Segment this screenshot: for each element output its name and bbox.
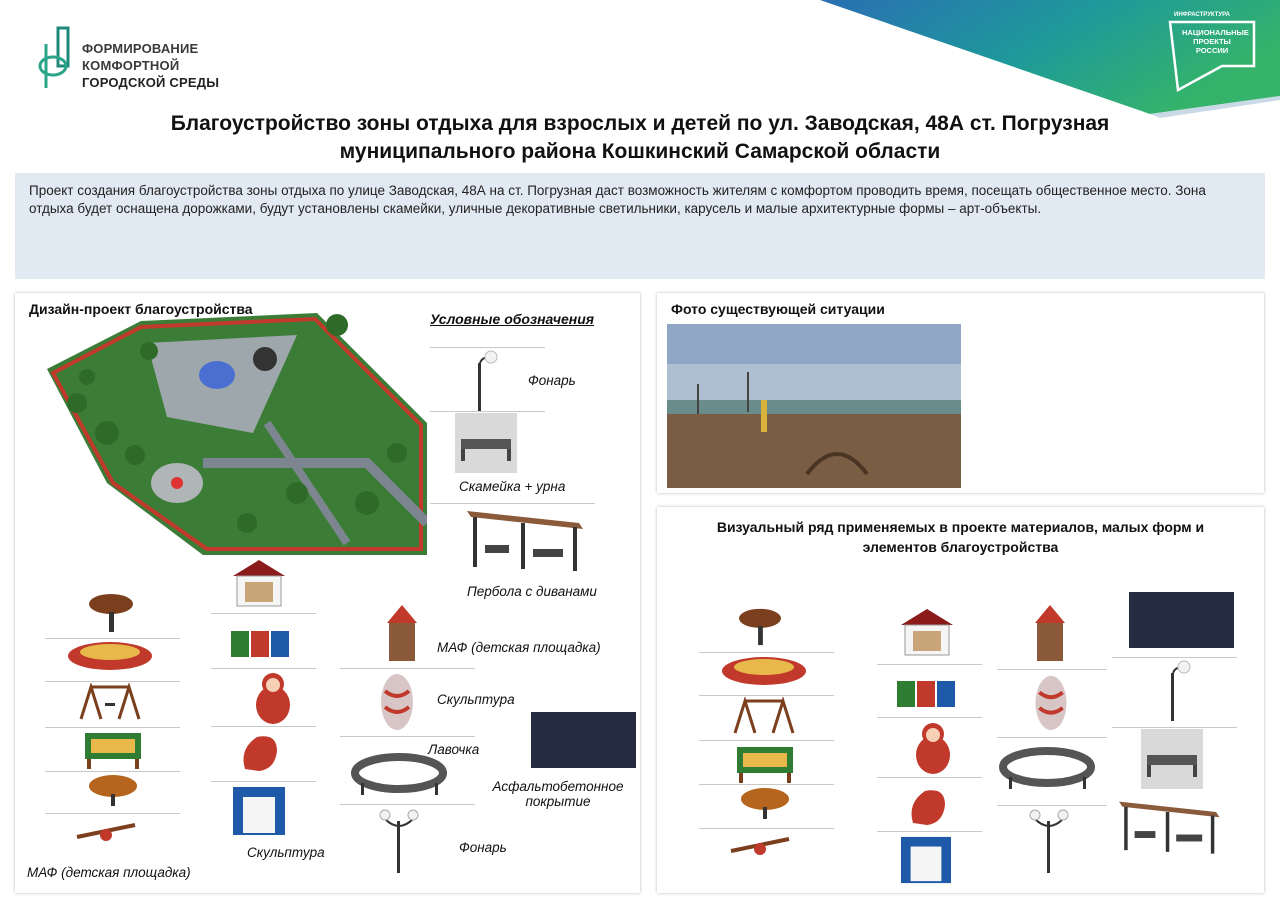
swing-icon bbox=[77, 683, 143, 721]
logo-tag: ИНФРАСТРУКТУРА bbox=[1174, 12, 1230, 18]
matryoshka-icon bbox=[913, 721, 953, 775]
page-title bbox=[40, 110, 1240, 166]
legend-bench-label: Скамейка + урна bbox=[459, 479, 566, 494]
carved-frame-sculpture-icon bbox=[897, 835, 955, 885]
lamp-icon bbox=[1153, 659, 1193, 723]
round-bench-icon bbox=[351, 753, 447, 797]
ffcs-logo-icon bbox=[36, 26, 74, 90]
design-heading: Дизайн-проект благоустройства bbox=[29, 301, 253, 317]
sculpture-right-label: Скульптура bbox=[437, 692, 515, 707]
swing-icon bbox=[731, 697, 797, 735]
gazebo-icon bbox=[231, 558, 287, 612]
logo-line-3: ГОРОДСКОЙ СРЕДЫ bbox=[82, 75, 220, 90]
np-line-3: РОССИИ bbox=[1195, 46, 1229, 55]
asphalt-swatch bbox=[531, 712, 636, 768]
asphalt-label-line-1: Асфальтобетонное bbox=[492, 779, 624, 794]
national-projects-logo bbox=[1160, 6, 1260, 106]
national-projects-icon bbox=[1160, 6, 1260, 106]
kids-tower-icon bbox=[1033, 605, 1067, 665]
design-panel bbox=[15, 293, 640, 893]
asphalt-label bbox=[483, 779, 633, 809]
title-line-2: муниципального района Кошкинский Самарской области bbox=[339, 140, 941, 163]
bench-urn-icon bbox=[1141, 729, 1203, 789]
visual-heading-line-2: элементов благоустройства bbox=[862, 539, 1059, 555]
spring-rocker-icon bbox=[85, 772, 141, 806]
carousel-icon bbox=[719, 653, 809, 689]
pergola-icon bbox=[1119, 795, 1223, 855]
rocking-horse-icon bbox=[731, 605, 789, 647]
seesaw-icon bbox=[73, 815, 139, 845]
fountain-icon bbox=[199, 361, 235, 389]
title-line-1: Благоустройство зоны отдыха для взрослых и детей по ул. Заводская, 48А ст. Погрузная bbox=[170, 112, 1110, 135]
asphalt-swatch bbox=[1129, 592, 1234, 648]
legend-pergola-label: Пербола с диванами bbox=[467, 584, 597, 599]
rocking-horse-icon bbox=[81, 590, 141, 634]
logo-line-1: ФОРМИРОВАНИЕ bbox=[82, 41, 199, 56]
sculpture-icon bbox=[375, 671, 419, 733]
sculpture-icon bbox=[1029, 673, 1073, 733]
design-render bbox=[47, 313, 427, 555]
matryoshka-icon bbox=[253, 671, 293, 725]
np-line-2: ПРОЕКТЫ bbox=[1193, 37, 1231, 46]
project-description: Проект создания благоустройства зоны отдыха по улице Заводская, 48А на ст. Погрузная даст возможность жителям с комфортом проводить время, посещать общественное место. Зона отдыха будет оснащена дорожками, будут установлены скамейки, уличные декоративные светильники, карусель и малые архитектурные формы – арт-объекты. bbox=[15, 173, 1265, 279]
pergola-icon bbox=[467, 505, 587, 571]
visual-heading-line-1: Визуальный ряд применяемых в проекте материалов, малых форм и bbox=[716, 519, 1205, 535]
carved-frame-sculpture-icon bbox=[229, 785, 289, 837]
maf-kids-right-label: МАФ (детская площадка) bbox=[437, 640, 601, 655]
bench-round-label: Лавочка bbox=[428, 742, 480, 757]
legend-title: Условные обозначения bbox=[430, 311, 595, 327]
seesaw-icon bbox=[727, 829, 793, 859]
photo-heading: Фото существующей ситуации bbox=[671, 301, 885, 317]
visual-panel bbox=[657, 507, 1264, 893]
visual-heading bbox=[657, 517, 1264, 557]
np-line-1: НАЦИОНАЛЬНЫЕ bbox=[1182, 28, 1249, 37]
hands-panel-icon bbox=[231, 629, 291, 659]
legend-lamp-label: Фонарь bbox=[528, 373, 576, 388]
hands-panel-icon bbox=[897, 679, 957, 709]
asphalt-label-line-2: покрытие bbox=[525, 794, 591, 809]
logo-line-2: КОМФОРТНОЙ bbox=[82, 58, 180, 73]
maf-kids-bottom-label: МАФ (детская площадка) bbox=[27, 865, 191, 880]
double-lamp-icon bbox=[1029, 807, 1069, 873]
play-panel-icon bbox=[737, 743, 793, 783]
kids-tower-icon bbox=[385, 605, 419, 665]
round-bench-icon bbox=[999, 747, 1095, 791]
double-lamp-icon bbox=[379, 807, 419, 873]
site-photo bbox=[667, 324, 961, 488]
photo-panel bbox=[657, 293, 1264, 493]
ffcs-logo bbox=[36, 26, 236, 96]
gazebo-icon bbox=[899, 607, 955, 661]
carousel-icon bbox=[65, 638, 155, 674]
sculpture-bottom-label: Скульптура bbox=[247, 845, 325, 860]
rooster-sculpture-icon bbox=[237, 729, 283, 775]
play-panel-icon bbox=[85, 729, 141, 769]
lamp-icon bbox=[460, 349, 500, 413]
rooster-sculpture-icon bbox=[905, 783, 951, 829]
lamp-double-label: Фонарь bbox=[459, 840, 507, 855]
bench-urn-icon bbox=[455, 413, 517, 473]
spring-rocker-icon bbox=[737, 785, 793, 819]
